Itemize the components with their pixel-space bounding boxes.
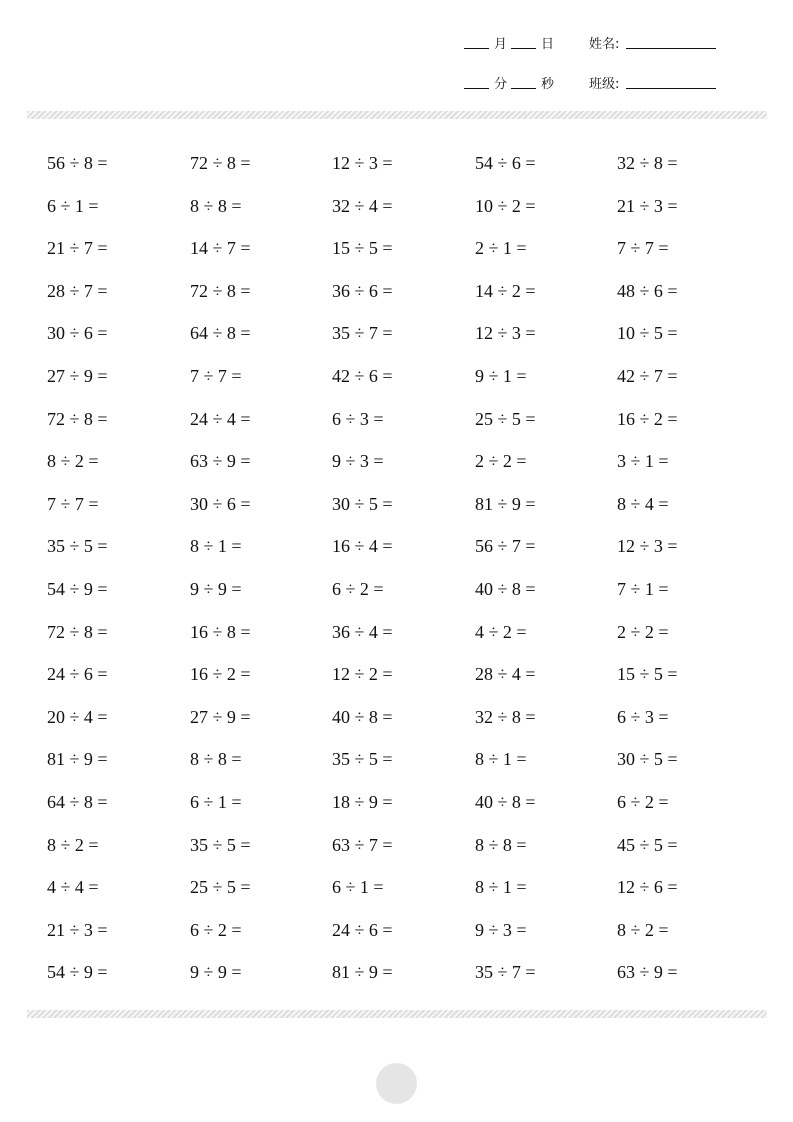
problem-cell: 8 ÷ 8 =: [190, 749, 242, 770]
name-label: 姓名:: [589, 37, 620, 52]
problem-row: [0, 484, 793, 527]
problem-cell: 64 ÷ 8 =: [47, 791, 108, 812]
problem-grid: [0, 143, 793, 995]
problem-cell: 72 ÷ 8 =: [190, 280, 251, 301]
problem-cell: 8 ÷ 1 =: [190, 536, 242, 557]
problem-row: [0, 313, 793, 356]
problem-cell: 18 ÷ 9 =: [332, 791, 393, 812]
problem-cell: 45 ÷ 5 =: [617, 834, 678, 855]
problem-cell: 27 ÷ 9 =: [47, 365, 108, 386]
problem-cell: 12 ÷ 6 =: [617, 877, 678, 898]
problem-cell: 8 ÷ 2 =: [47, 451, 99, 472]
problem-cell: 81 ÷ 9 =: [475, 493, 536, 514]
problem-cell: 42 ÷ 6 =: [332, 365, 393, 386]
problem-cell: 9 ÷ 3 =: [332, 451, 384, 472]
problem-cell: 12 ÷ 3 =: [475, 323, 536, 344]
top-divider: [27, 111, 767, 119]
day-blank[interactable]: [511, 48, 536, 49]
problem-cell: 7 ÷ 7 =: [47, 493, 99, 514]
problem-cell: 24 ÷ 4 =: [190, 408, 251, 429]
problem-cell: 8 ÷ 1 =: [475, 749, 527, 770]
problem-cell: 7 ÷ 1 =: [617, 578, 669, 599]
day-label: 日: [541, 37, 555, 52]
problem-cell: 30 ÷ 5 =: [617, 749, 678, 770]
problem-cell: 6 ÷ 1 =: [190, 791, 242, 812]
problem-row: [0, 228, 793, 271]
problem-cell: 35 ÷ 7 =: [475, 962, 536, 983]
problem-cell: 8 ÷ 2 =: [47, 834, 99, 855]
problem-cell: 28 ÷ 4 =: [475, 664, 536, 685]
problem-row: [0, 739, 793, 782]
problem-cell: 36 ÷ 6 =: [332, 280, 393, 301]
date-name-row: [0, 33, 793, 53]
problem-cell: 24 ÷ 6 =: [332, 919, 393, 940]
problem-cell: 36 ÷ 4 =: [332, 621, 393, 642]
problem-cell: 10 ÷ 2 =: [475, 195, 536, 216]
problem-cell: 32 ÷ 8 =: [475, 706, 536, 727]
problem-row: [0, 825, 793, 868]
problem-row: [0, 952, 793, 995]
problem-row: [0, 271, 793, 314]
problem-cell: 15 ÷ 5 =: [332, 238, 393, 259]
problem-cell: 25 ÷ 5 =: [190, 877, 251, 898]
problem-cell: 10 ÷ 5 =: [617, 323, 678, 344]
problem-row: [0, 782, 793, 825]
problem-row: [0, 612, 793, 655]
problem-row: [0, 143, 793, 186]
problem-cell: 40 ÷ 8 =: [475, 791, 536, 812]
problem-cell: 16 ÷ 8 =: [190, 621, 251, 642]
problem-cell: 2 ÷ 2 =: [617, 621, 669, 642]
problem-cell: 7 ÷ 7 =: [190, 365, 242, 386]
problem-cell: 28 ÷ 7 =: [47, 280, 108, 301]
problem-cell: 56 ÷ 7 =: [475, 536, 536, 557]
problem-row: [0, 654, 793, 697]
name-blank[interactable]: [626, 48, 716, 49]
problem-cell: 54 ÷ 9 =: [47, 962, 108, 983]
problem-cell: 81 ÷ 9 =: [47, 749, 108, 770]
problem-cell: 6 ÷ 2 =: [617, 791, 669, 812]
problem-cell: 14 ÷ 2 =: [475, 280, 536, 301]
problem-cell: 72 ÷ 8 =: [47, 408, 108, 429]
bottom-divider: [27, 1010, 767, 1018]
problem-cell: 30 ÷ 5 =: [332, 493, 393, 514]
problem-cell: 63 ÷ 7 =: [332, 834, 393, 855]
second-blank[interactable]: [511, 88, 536, 89]
problem-row: [0, 399, 793, 442]
problem-row: [0, 526, 793, 569]
problem-cell: 25 ÷ 5 =: [475, 408, 536, 429]
problem-cell: 9 ÷ 9 =: [190, 578, 242, 599]
problem-cell: 63 ÷ 9 =: [617, 962, 678, 983]
problem-row: [0, 186, 793, 229]
problem-cell: 32 ÷ 8 =: [617, 153, 678, 173]
problem-cell: 9 ÷ 1 =: [475, 365, 527, 386]
page-number-circle: [376, 1063, 417, 1104]
month-blank[interactable]: [464, 48, 489, 49]
problem-cell: 54 ÷ 9 =: [47, 578, 108, 599]
time-class-row: [0, 73, 793, 93]
problem-row: [0, 867, 793, 910]
problem-cell: 27 ÷ 9 =: [190, 706, 251, 727]
problem-cell: 4 ÷ 2 =: [475, 621, 527, 642]
problem-cell: 40 ÷ 8 =: [475, 578, 536, 599]
problem-cell: 8 ÷ 2 =: [617, 919, 669, 940]
problem-cell: 35 ÷ 5 =: [332, 749, 393, 770]
problem-cell: 21 ÷ 3 =: [617, 195, 678, 216]
problem-cell: 14 ÷ 7 =: [190, 238, 251, 259]
problem-row: [0, 569, 793, 612]
problem-cell: 12 ÷ 3 =: [332, 153, 393, 173]
problem-cell: 8 ÷ 8 =: [190, 195, 242, 216]
month-label: 月: [494, 37, 508, 52]
problem-cell: 16 ÷ 2 =: [617, 408, 678, 429]
problem-row: [0, 697, 793, 740]
problem-row: [0, 910, 793, 953]
minute-blank[interactable]: [464, 88, 489, 89]
problem-cell: 8 ÷ 4 =: [617, 493, 669, 514]
problem-cell: 9 ÷ 3 =: [475, 919, 527, 940]
problem-cell: 21 ÷ 7 =: [47, 238, 108, 259]
problem-cell: 6 ÷ 2 =: [332, 578, 384, 599]
class-label: 班级:: [589, 77, 620, 92]
problem-cell: 8 ÷ 1 =: [475, 877, 527, 898]
problem-cell: 16 ÷ 4 =: [332, 536, 393, 557]
problem-cell: 40 ÷ 8 =: [332, 706, 393, 727]
problem-cell: 72 ÷ 8 =: [190, 153, 251, 173]
second-label: 秒: [541, 77, 555, 92]
problem-cell: 72 ÷ 8 =: [47, 621, 108, 642]
problem-cell: 6 ÷ 3 =: [332, 408, 384, 429]
problem-cell: 48 ÷ 6 =: [617, 280, 678, 301]
problem-cell: 6 ÷ 2 =: [190, 919, 242, 940]
problem-row: [0, 441, 793, 484]
problem-cell: 63 ÷ 9 =: [190, 451, 251, 472]
problem-cell: 30 ÷ 6 =: [190, 493, 251, 514]
problem-cell: 3 ÷ 1 =: [617, 451, 669, 472]
problem-cell: 2 ÷ 2 =: [475, 451, 527, 472]
problem-cell: 24 ÷ 6 =: [47, 664, 108, 685]
problem-cell: 81 ÷ 9 =: [332, 962, 393, 983]
problem-cell: 6 ÷ 1 =: [47, 195, 99, 216]
problem-cell: 54 ÷ 6 =: [475, 153, 536, 173]
problem-cell: 6 ÷ 1 =: [332, 877, 384, 898]
problem-cell: 16 ÷ 2 =: [190, 664, 251, 685]
problem-cell: 12 ÷ 3 =: [617, 536, 678, 557]
problem-cell: 30 ÷ 6 =: [47, 323, 108, 344]
problem-cell: 42 ÷ 7 =: [617, 365, 678, 386]
problem-cell: 21 ÷ 3 =: [47, 919, 108, 940]
problem-cell: 7 ÷ 7 =: [617, 238, 669, 259]
problem-cell: 64 ÷ 8 =: [190, 323, 251, 344]
problem-cell: 4 ÷ 4 =: [47, 877, 99, 898]
problem-cell: 8 ÷ 8 =: [475, 834, 527, 855]
problem-cell: 32 ÷ 4 =: [332, 195, 393, 216]
problem-cell: 20 ÷ 4 =: [47, 706, 108, 727]
minute-label: 分: [494, 77, 508, 92]
problem-cell: 35 ÷ 5 =: [47, 536, 108, 557]
problem-cell: 15 ÷ 5 =: [617, 664, 678, 685]
problem-cell: 35 ÷ 7 =: [332, 323, 393, 344]
problem-cell: 6 ÷ 3 =: [617, 706, 669, 727]
problem-cell: 2 ÷ 1 =: [475, 238, 527, 259]
problem-cell: 56 ÷ 8 =: [47, 153, 108, 173]
problem-row: [0, 356, 793, 399]
class-blank[interactable]: [626, 88, 716, 89]
problem-cell: 9 ÷ 9 =: [190, 962, 242, 983]
problem-cell: 35 ÷ 5 =: [190, 834, 251, 855]
problem-cell: 12 ÷ 2 =: [332, 664, 393, 685]
